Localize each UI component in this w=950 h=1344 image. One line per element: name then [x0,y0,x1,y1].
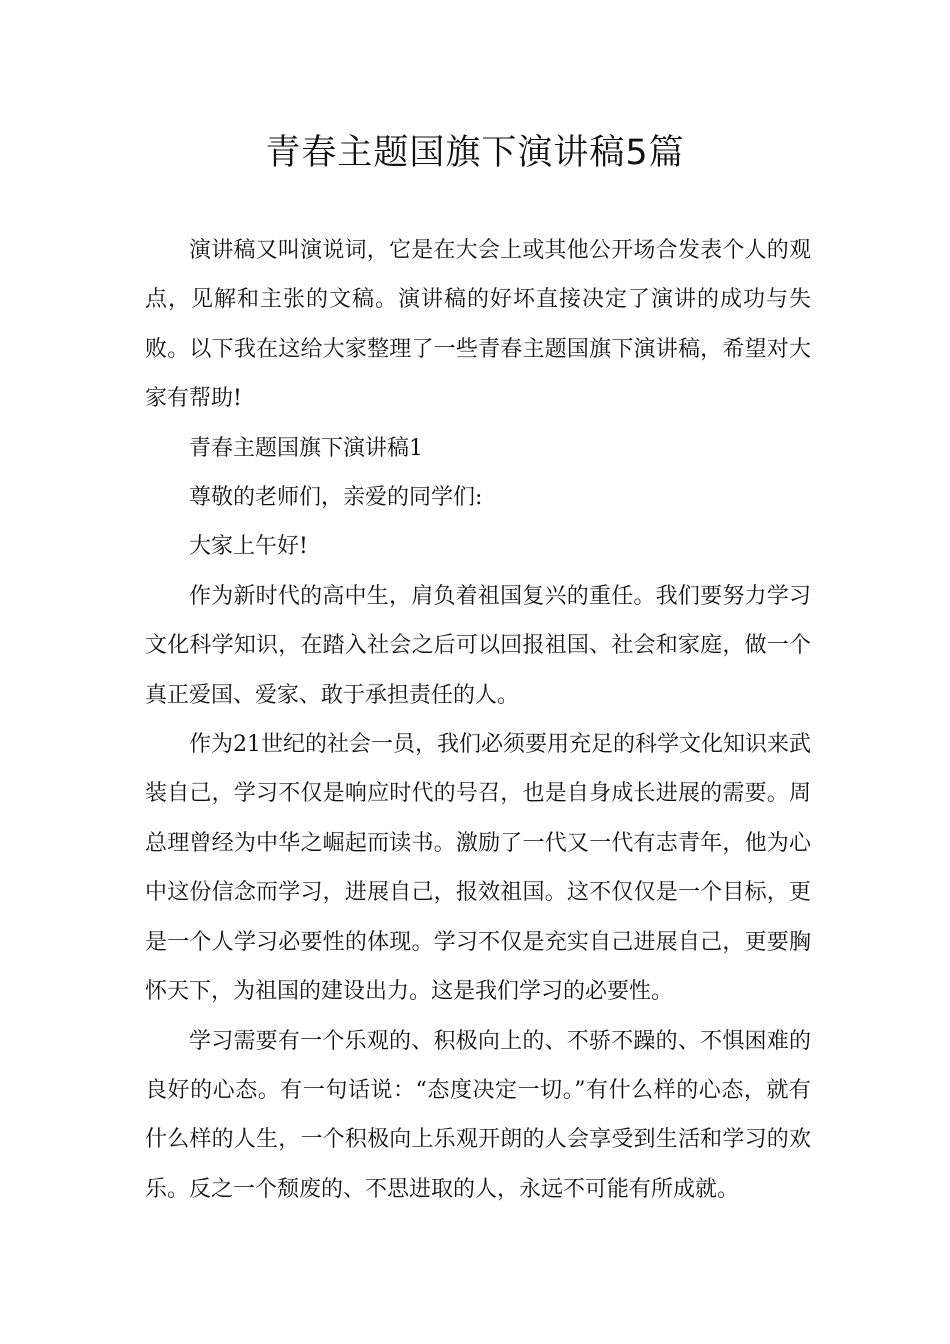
paragraph-body-1: 作为新时代的高中生，肩负着祖国复兴的重任。我们要努力学习文化科学知识，在踏入社会之后可以回报祖国、社会和家庭，做一个真正爱国、爱家、敢于承担责任的人。 [145,583,811,708]
paragraph-body-3: 学习需要有一个乐观的、积极向上的、不骄不躁的、不惧困难的良好的心态。有一句话说：“态度决定一切。”有什么样的心态，就有什么样的人生，一个积极向上乐观开朗的人会享受到生活和学习的欢乐。反之一个颓废的、不思进取的人，永远不可能有所成就。 [145,1028,811,1202]
paragraph-greeting: 大家上午好! [189,534,308,560]
document-title: 青春主题国旗下演讲稿5篇 [265,133,685,173]
document-body [145,226,811,1214]
paragraph-salutation: 尊敬的老师们，亲爱的同学们: [189,485,483,511]
paragraph-intro: 演讲稿又叫演说词，它是在大会上或其他公开场合发表个人的观点，见解和主张的文稿。演讲稿的好坏直接决定了演讲的成功与失败。以下我在这给大家整理了一些青春主题国旗下演讲稿，希望对大家有帮助! [145,238,811,412]
paragraph-speech-heading: 青春主题国旗下演讲稿1 [189,435,423,461]
paragraph-body-2: 作为21世纪的社会一员，我们必须要用充足的科学文化知识来武装自己，学习不仅是响应时代的号召，也是自身成长进展的需要。周总理曾经为中华之崛起而读书。激励了一代又一代有志青年，他为心中这份信念而学习，进展自己，报效祖国。这不仅仅是一个目标，更是一个人学习必要性的体现。学习不仅是充实自己进展自己，更要胸怀天下，为祖国的建设出力。这是我们学习的必要性。 [145,732,811,1005]
